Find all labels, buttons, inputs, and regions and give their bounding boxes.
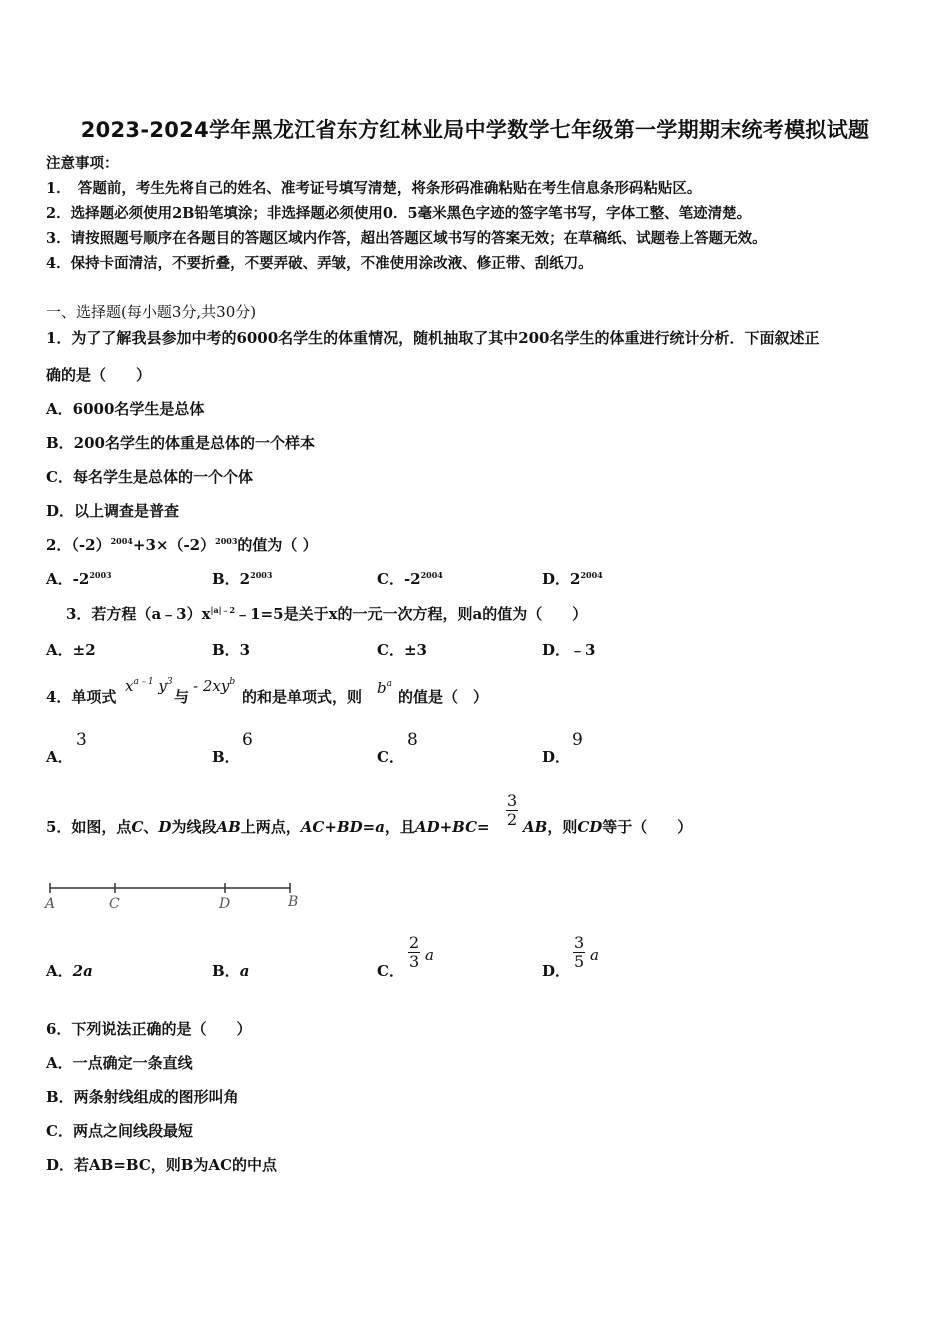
- q5-option-c-var: a: [425, 946, 434, 964]
- q6-option-b: B．两条射线组成的图形叫角: [46, 1088, 239, 1106]
- q5-stem-end: AB，则CD等于（ ）: [523, 818, 693, 836]
- note-item: 4．保持卡面清洁，不要折叠，不要弄破、弄皱，不准使用涂改液、修正带、刮纸刀。: [46, 255, 593, 272]
- q5-stem: 5．如图，点C、D为线段AB上两点，AC+BD=a，且AD+BC=: [46, 818, 490, 836]
- q3-option-a: A．±2: [46, 641, 96, 659]
- q4-stem-middle: 的和是单项式，则: [242, 688, 363, 706]
- page-title: 2023-2024学年黑龙江省东方红林业局中学数学七年级第一学期期末统考模拟试题: [80, 118, 870, 142]
- q4-option-d-label: D．: [542, 748, 571, 766]
- q5-option-c-label: C．: [377, 962, 404, 980]
- note-item: 3．请按照题号顺序在各题目的答题区域内作答，超出答题区域书写的答案无效；在草稿纸、试题卷上答题无效。: [46, 230, 767, 247]
- q3-option-c: C．±3: [377, 641, 427, 659]
- q4-power: $b^a$: [377, 679, 392, 697]
- q3-option-d: D．﹣3: [542, 641, 596, 659]
- q4-monomial-1: $x^{a﹣1}$ $y^3$: [125, 677, 173, 695]
- q4-option-c-value: 8: [407, 730, 418, 750]
- q1-stem-line2: 确的是（ ）: [46, 366, 152, 384]
- q4-option-b-label: B．: [212, 748, 240, 766]
- q5-option-d-label: D．: [542, 962, 571, 980]
- q6-stem: 6．下列说法正确的是（ ）: [46, 1020, 252, 1038]
- q4-option-a-label: A．: [46, 748, 73, 766]
- q1-option-c: C．每名学生是总体的一个个体: [46, 468, 253, 486]
- q4-option-c-label: C．: [377, 748, 404, 766]
- label-d: D: [219, 896, 231, 912]
- q6-option-a: A．一点确定一条直线: [46, 1054, 193, 1072]
- q1-option-a: A．6000名学生是总体: [46, 400, 205, 418]
- q4-option-a-value: 3: [76, 730, 87, 750]
- q2-option-c: C．$-2^{2004}$: [377, 570, 443, 588]
- q5-option-d-fraction: $\frac{3}{5}$: [574, 933, 585, 971]
- q5-option-c-fraction: $\frac{2}{3}$: [409, 933, 420, 971]
- q4-monomial-2: - $2xy^b$: [193, 677, 236, 695]
- q2-stem: 2．$(-2)^{2004}+3\times(-2)^{2003}$的值为（ ）: [46, 536, 318, 554]
- q2-option-d: D．$2^{2004}$: [542, 570, 603, 588]
- note-item: 1． 答题前，考生先将自己的姓名、准考证号填写清楚，将条形码准确粘贴在考生信息条形码粘贴区。: [46, 180, 702, 197]
- q4-stem-start: 4．单项式: [46, 688, 117, 706]
- q4-option-b-value: 6: [242, 730, 253, 750]
- q6-option-d: D．若AB=BC，则B为AC的中点: [46, 1156, 278, 1174]
- q1-option-b: B．200名学生的体重是总体的一个样本: [46, 434, 315, 452]
- q5-option-d-var: a: [590, 946, 599, 964]
- label-c: C: [109, 896, 120, 912]
- section-heading: 一、选择题(每小题3分,共30分): [46, 303, 257, 321]
- q4-stem-end: 的值是（ ）: [398, 688, 489, 706]
- notes-heading: 注意事项：: [46, 155, 119, 172]
- q4-stem-and: 与: [174, 688, 190, 706]
- segment-figure: [40, 876, 310, 916]
- q5-fraction: $\frac{3}{2}$: [507, 791, 518, 829]
- q1-stem-line1: 1．为了了解我县参加中考的6000名学生的体重情况，随机抽取了其中200名学生的体重进行统计分析．下面叙述正: [46, 329, 820, 347]
- label-a: A: [45, 896, 56, 912]
- q2-option-b: B．$2^{2003}$: [212, 570, 273, 588]
- q5-option-a: A．2a: [46, 962, 93, 980]
- q6-option-c: C．两点之间线段最短: [46, 1122, 193, 1140]
- q5-option-b: B．a: [212, 962, 250, 980]
- label-b: B: [288, 894, 299, 910]
- note-item: 2．选择题必须使用2B铅笔填涂；非选择题必须使用0．5毫米黑色字迹的签字笔书写，字体工整、笔迹清楚。: [46, 205, 752, 222]
- q4-option-d-value: 9: [572, 730, 583, 750]
- q2-option-a: A．$-2^{2003}$: [46, 570, 112, 588]
- q3-option-b: B．3: [212, 641, 251, 659]
- q3-stem: 3．若方程$(a﹣3)x^{|a|﹣2}﹣1=5$是关于x的一元一次方程，则a的值为（ ）: [66, 605, 588, 623]
- q1-option-d: D．以上调查是普查: [46, 502, 180, 520]
